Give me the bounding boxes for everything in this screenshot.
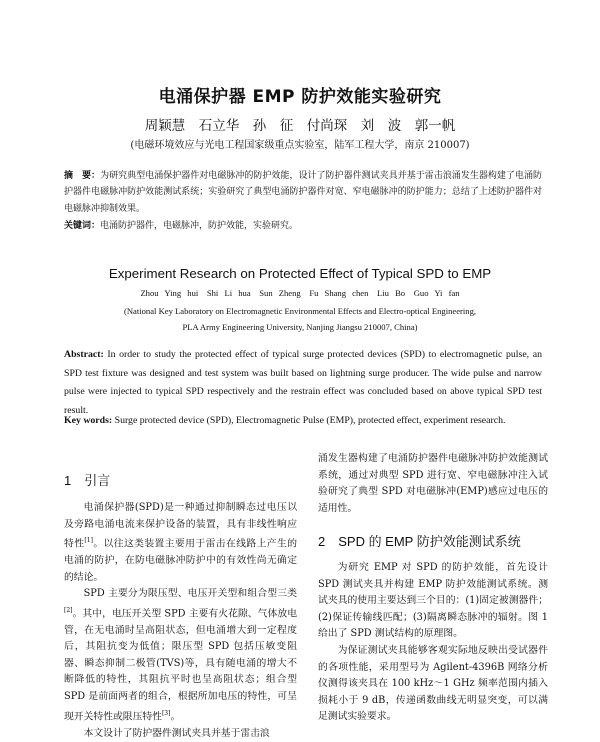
paper-title-cn: 电涌保护器 EMP 防护效能实验研究 (158, 87, 442, 107)
keywords-label-en: Key words: (64, 415, 113, 426)
abstract-cn (64, 168, 542, 217)
paragraph: 为研究 EMP 对 SPD 的防护效能，首先设计 SPD 测试夹具并构建 EMP 防护效能测试系统。测试夹具的使用主要达到三个目的：(1)固定被测器件；(2)保证传输线匹配；(3)隔离瞬态脉冲的辐射。图 1 给出了 SPD 测试结构的原理图。 (318, 562, 548, 640)
paragraph (64, 500, 297, 586)
paragraph: 为保证测试夹具能够客观实际地反映出受试器件的各项性能，采用型号为 Agilent-4396B 网络分析仪测得该夹具在 100 kHz～1 GHz 频率范围内插入损耗小于 9 dB，传递函数曲线无明显突变，可以满足测试实验要求。 (318, 644, 548, 723)
author-list-en: Zhou Ying hui Shi Li hua Sun Zheng Fu Shang chen Liu Bo Guo Yi fan (140, 288, 460, 298)
section-heading-test-system: 2 SPD 的 EMP 防护效能测试系统 (318, 534, 521, 549)
abstract-label-en: Abstract: (64, 349, 104, 360)
abstract-text-cn: 为研究典型电涌保护器件对电磁脉冲的防护效能，设计了防护器件测试夹具并基于雷击浪涌发生器构建了电涌防护器件电磁脉冲防护效能测试系统；实验研究了典型电涌防护器件对宽、窄电磁脉冲的防护能力；总结了上述防护器件对电磁脉冲抑制效果。 (64, 171, 542, 214)
affiliation-en-line2: PLA Army Engineering University, Nanjing Jiangsu 210007, China) (182, 322, 418, 332)
paragraph (64, 586, 297, 725)
citation-ref: [3] (161, 709, 171, 717)
author-list-cn: 周颖慧 石立华 孙 征 付尚琛 刘 波 郭一帆 (144, 118, 456, 134)
citation-ref: [1] (84, 537, 93, 545)
affiliation-cn: (电磁环境效应与光电工程国家级重点实验室，陆军工程大学，南京 210007) (130, 140, 470, 151)
affiliation-en-line1: (National Key Laboratory on Electromagnetic Environmental Effects and Electro-optical Engineering, (123, 306, 477, 316)
keywords-cn (64, 218, 542, 234)
paragraph-text: 。 (170, 710, 181, 722)
paragraph-text: 。其中，电压开关型 SPD 主要有火花隙、气体放电管，在无电涌时呈高阻状态，但电涌增大到一定程度后，其阻抗变为低值；限压型 SPD 包括压敏变阻器、瞬态抑制二极管(TVS)等，具有随电涌的增大不断降低的特性，其阻抗平时也呈高阻状态；组合型 SPD 是前面两者的组合，根据所加电压的特性，可呈现开关特性或限压特性 (64, 608, 297, 722)
paragraph: 涌发生器构建了电涌防护器件电磁脉冲防护效能测试系统，通过对典型 SPD 进行宽、窄电磁脉冲注入试验研究了典型 SPD 对电磁脉冲(EMP)感应过电压的适用性。 (318, 453, 548, 514)
body-column-left (64, 500, 297, 742)
paragraph-text: 电涌保护器(SPD)是一种通过抑制瞬态过电压以及旁路电涌电流来保护设备的装置，具有非线性响应特性 (64, 502, 297, 550)
paragraph: 本文设计了防护器件测试夹具并基于雷击浪 (83, 727, 270, 739)
abstract-en (64, 346, 542, 420)
keywords-text-cn: 电涌防护器件，电磁脉冲，防护效能，实验研究。 (100, 221, 299, 231)
abstract-label-cn: 摘 要： (64, 171, 101, 181)
section-heading-introduction: 1 引言 (64, 473, 111, 488)
keywords-label-cn: 关键词： (64, 221, 101, 231)
citation-ref: [2] (64, 606, 73, 614)
body-column-right (318, 560, 548, 726)
paper-title-en: Experiment Research on Protected Effect of Typical SPD to EMP (108, 266, 492, 281)
body-column-right-top (318, 451, 548, 517)
paragraph-text: 。以往这类装置主要用于雷击在线路上产生的电涌的防护，在防电磁脉冲防护中的有效性尚无确定的结论。 (64, 538, 298, 583)
abstract-text-en: In order to study the protected effect of typical surge protected devices (SPD) to electromagnetic pulse, an SPD test fixture was designed and test system was built based on lightning surge producer. The wide pulse and narrow pulse were injected to typical SPD respectively and the restrain effect was concluded based on above typical SPD test result. (64, 349, 542, 416)
keywords-text-en: Surge protected device (SPD), Electromagnetic Pulse (EMP), protected effect, experiment research. (112, 415, 506, 426)
paragraph-text: SPD 主要分为限压型、电压开关型和组合型三类 (83, 588, 297, 600)
keywords-en (64, 412, 542, 431)
